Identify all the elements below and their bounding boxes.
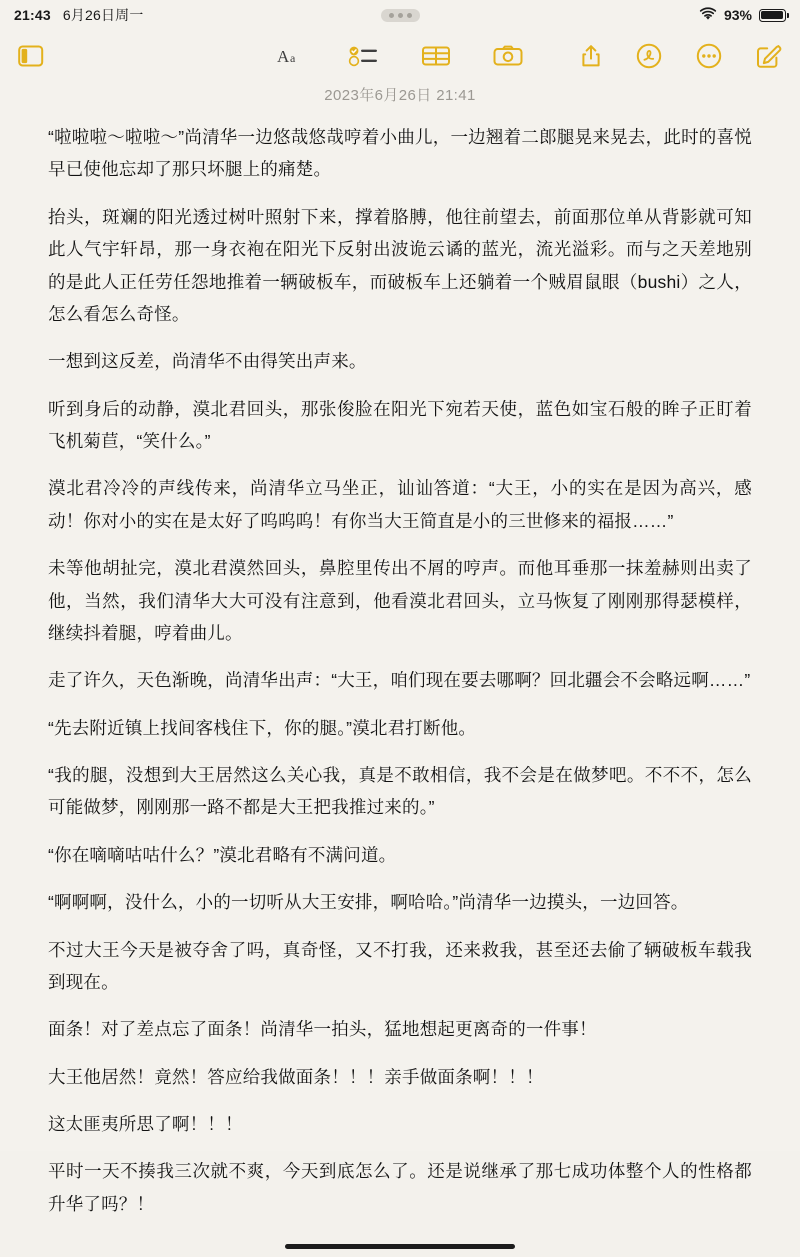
dynamic-island-dots-icon [381, 9, 420, 22]
note-paragraph: 抬头，斑斓的阳光透过树叶照射下来，撑着胳膊，他往前望去，前面那位单从背影就可知此人气宇轩昂，那一身衣袍在阳光下反射出波诡云谲的蓝光，流光溢彩。而与之天差地别的是此人正任劳任怨地推着一辆破板车，而破板车上还躺着一个贼眉鼠眼（bushi）之人，怎么看怎么奇怪。 [48, 206, 752, 324]
note-paragraph: 平时一天不揍我三次就不爽，今天到底怎么了。还是说继承了那七成功体整个人的性格都升华了吗？！ [48, 1161, 752, 1214]
note-paragraph: 面条！对了差点忘了面条！尚清华一拍头，猛地想起更离奇的一件事！ [48, 1019, 597, 1040]
compose-new-note-icon[interactable] [756, 43, 782, 69]
note-paragraph: “我的腿，没想到大王居然这么关心我，真是不敢相信，我不会是在做梦吧。不不不，怎么可能做梦，刚刚那一路不都是大王把我推过来的。” [48, 765, 752, 818]
share-icon[interactable] [580, 44, 602, 68]
notes-toolbar [0, 30, 800, 82]
sidebar-toggle-icon[interactable] [18, 44, 44, 68]
toolbar-center-group [277, 44, 523, 68]
status-date: 6月26日周一 [62, 7, 144, 23]
note-paragraph: 听到身后的动静，漠北君回头，那张俊脸在阳光下宛若天使，蓝色如宝石般的眸子正盯着飞机菊苣，“笑什么。” [48, 398, 752, 451]
battery-percent-label: 93% [723, 7, 752, 23]
note-paragraph: 这太匪夷所思了啊！！！ [48, 1114, 243, 1134]
markup-pen-icon[interactable] [636, 43, 662, 69]
note-paragraph: “啦啦啦～啦啦～”尚清华一边悠哉悠哉哼着小曲儿，一边翘着二郎腿晃来晃去，此时的喜悦早已使他忘却了那只坏腿上的痛楚。 [48, 127, 752, 180]
toolbar-right-group [580, 43, 782, 69]
checklist-icon[interactable] [349, 44, 379, 68]
home-indicator [0, 1235, 800, 1257]
note-timestamp: 2023年6月26日 21:41 [324, 87, 476, 104]
status-bar-right [699, 7, 786, 24]
note-paragraph: “先去附近镇上找间客栈住下，你的腿。”漠北君打断他。 [48, 717, 477, 738]
status-bar-left [14, 5, 144, 25]
note-paragraph: 不过大王今天是被夺舍了吗，真奇怪，又不打我，还来救我，甚至还去偷了辆破板车载我到现在。 [48, 939, 752, 992]
battery-icon [759, 9, 786, 22]
wifi-icon [699, 7, 717, 24]
table-icon[interactable] [421, 44, 451, 68]
svg-text:A: A [277, 47, 290, 66]
note-paragraph: “你在嘀嘀咕咕什么？”漠北君略有不满问道。 [48, 844, 397, 865]
toolbar-left-group [18, 44, 44, 68]
note-paragraph: 走了许久，天色渐晚，尚清华出声：“大王，咱们现在要去哪啊？回北疆会不会略远啊……” [48, 670, 751, 691]
note-paragraph: 未等他胡扯完，漠北君漠然回头，鼻腔里传出不屑的哼声。而他耳垂那一抹羞赫则出卖了他，当然，我们清华大大可没有注意到，他看漠北君回头，立马恢复了刚刚那得瑟模样，继续抖着腿，哼着曲儿。 [48, 558, 752, 643]
note-paragraph: 一想到这反差，尚清华不由得笑出声来。 [48, 351, 367, 372]
camera-icon[interactable] [493, 44, 523, 68]
status-bar [0, 0, 800, 30]
note-body[interactable] [0, 82, 800, 1235]
svg-text:a: a [290, 51, 296, 65]
note-paragraph: 漠北君冷冷的声线传来，尚清华立马坐正，讪讪答道：“大王，小的实在是因为高兴，感动！你对小的实在是太好了呜呜呜！有你当大王简直是小的三世修来的福报……” [48, 478, 752, 531]
text-format-icon[interactable] [277, 44, 307, 68]
status-time: 21:43 [14, 7, 51, 23]
note-paragraph: 大王他居然！竟然！答应给我做面条！！！亲手做面条啊！！！ [48, 1066, 544, 1087]
note-paragraph: “啊啊啊，没什么，小的一切听从大王安排，啊哈哈。”尚清华一边摸头，一边回答。 [48, 892, 689, 913]
more-options-icon[interactable] [696, 43, 722, 69]
